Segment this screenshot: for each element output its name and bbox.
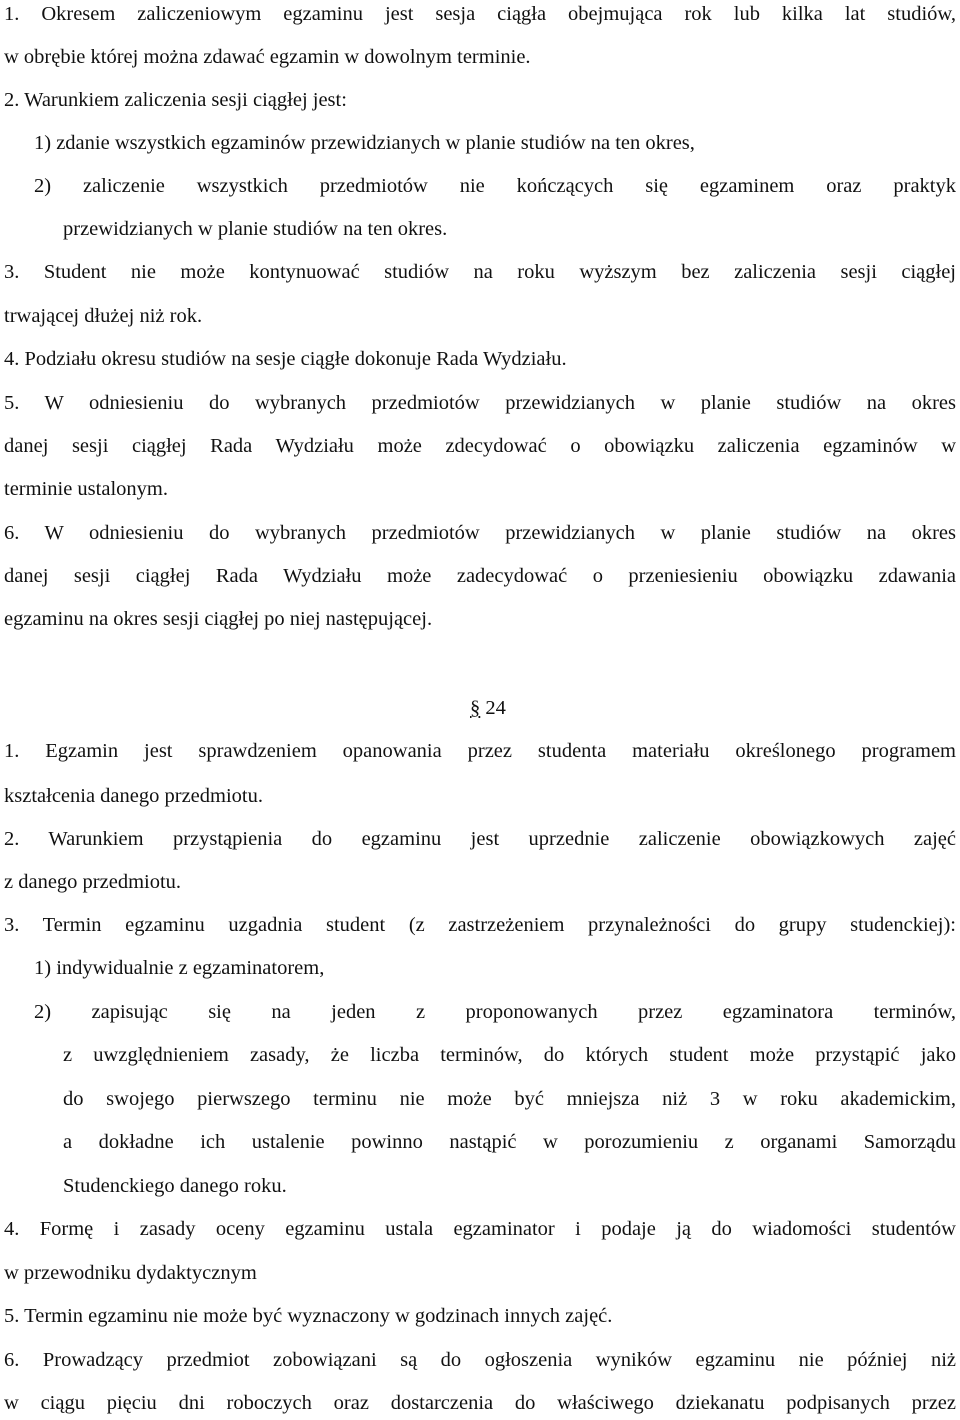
paragraph-line: 6. Prowadzący przedmiot zobowiązani są do ogłoszenia wyników egzaminu nie później niż [4, 1349, 956, 1371]
paragraph-line: danej sesji ciągłej Rada Wydziału może zadecydować o przeniesieniu obowiązku zdawania [4, 565, 956, 587]
list-item-line: 1) indywidualnie z egzaminatorem, [34, 957, 325, 979]
paragraph-line: w przewodniku dydaktycznym [4, 1262, 257, 1284]
paragraph-line: kształcenia danego przedmiotu. [4, 785, 263, 807]
section-number: 24 [485, 697, 506, 719]
list-item-line: z uwzględnieniem zasady, że liczba terminów, do których student może przystąpić jako [63, 1044, 956, 1066]
section-heading [470, 694, 506, 722]
paragraph-line: w obrębie której można zdawać egzamin w dowolnym terminie. [4, 46, 531, 68]
paragraph-line: 2. Warunkiem zaliczenia sesji ciągłej jest: [4, 89, 347, 111]
list-item-line: 1) zdanie wszystkich egzaminów przewidzianych w planie studiów na ten okres, [34, 132, 695, 154]
list-item-line: a dokładne ich ustalenie powinno nastąpić w porozumieniu z organami Samorządu [63, 1131, 956, 1153]
section-sign: § [470, 697, 481, 719]
paragraph-line: egzaminu na okres sesji ciągłej po niej następującej. [4, 608, 433, 630]
list-item-line: do swojego pierwszego terminu nie może być mniejsza niż 3 w roku akademickim, [63, 1088, 956, 1110]
paragraph-line: 3. Termin egzaminu uzgadnia student (z zastrzeżeniem przynależności do grupy studenckiej): [4, 914, 956, 936]
paragraph-line: 4. Formę i zasady oceny egzaminu ustala egzaminator i podaje ją do wiadomości studentów [4, 1218, 956, 1240]
paragraph-line: danej sesji ciągłej Rada Wydziału może zdecydować o obowiązku zaliczenia egzaminów w [4, 435, 956, 457]
paragraph-line: 1. Okresem zaliczeniowym egzaminu jest sesja ciągła obejmująca rok lub kilka lat studiów, [4, 3, 956, 25]
paragraph-line: 5. W odniesieniu do wybranych przedmiotów przewidzianych w planie studiów na okres [4, 392, 956, 414]
paragraph-line: z danego przedmiotu. [4, 871, 182, 893]
paragraph-line: trwającej dłużej niż rok. [4, 305, 203, 327]
list-item-line: Studenckiego danego roku. [63, 1175, 287, 1197]
paragraph-line: 4. Podziału okresu studiów na sesje ciągłe dokonuje Rada Wydziału. [4, 348, 567, 370]
paragraph-line: 3. Student nie może kontynuować studiów na roku wyższym bez zaliczenia sesji ciągłej [4, 261, 956, 283]
paragraph-line: 6. W odniesieniu do wybranych przedmiotów przewidzianych w planie studiów na okres [4, 522, 956, 544]
paragraph-line: 2. Warunkiem przystąpienia do egzaminu jest uprzednie zaliczenie obowiązkowych zajęć [4, 828, 956, 850]
paragraph-line: terminie ustalonym. [4, 478, 168, 500]
paragraph-line: w ciągu pięciu dni roboczych oraz dostarczenia do właściwego dziekanatu podpisanych przez [4, 1392, 956, 1414]
list-item-line: przewidzianych w planie studiów na ten okres. [63, 218, 448, 240]
paragraph-line: 1. Egzamin jest sprawdzeniem opanowania przez studenta materiału określonego programem [4, 740, 956, 762]
list-item-line: 2) zapisując się na jeden z proponowanych przez egzaminatora terminów, [34, 1001, 956, 1023]
paragraph-line: 5. Termin egzaminu nie może być wyznaczony w godzinach innych zajęć. [4, 1305, 613, 1327]
list-item-line: 2) zaliczenie wszystkich przedmiotów nie kończących się egzaminem oraz praktyk [34, 175, 956, 197]
